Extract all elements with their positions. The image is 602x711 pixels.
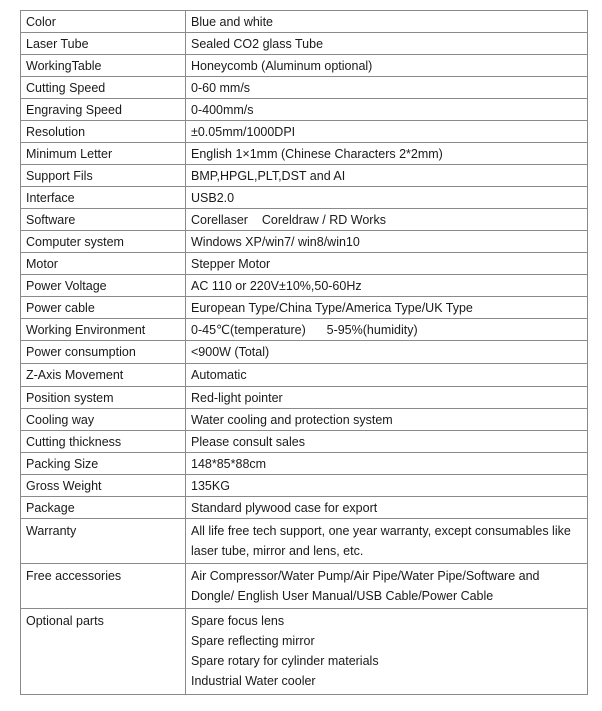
spec-value-engraving-speed: 0-400mm/s	[186, 99, 588, 121]
spec-label-minimum-letter: Minimum Letter	[21, 143, 186, 165]
spec-label-engraving-speed: Engraving Speed	[21, 99, 186, 121]
spec-value-laser-tube: Sealed CO2 glass Tube	[186, 33, 588, 55]
table-row	[21, 364, 588, 387]
spec-value-working-environment: 0-45℃(temperature) 5-95%(humidity)	[186, 319, 588, 341]
spec-label-working-table: WorkingTable	[21, 55, 186, 77]
spec-value-motor: Stepper Motor	[186, 253, 588, 275]
spec-label-motor: Motor	[21, 253, 186, 275]
table-row	[21, 55, 588, 77]
table-row	[21, 475, 588, 497]
table-row	[21, 253, 588, 275]
spec-value-power-cable: European Type/China Type/America Type/UK Type	[186, 297, 588, 319]
table-row	[21, 387, 588, 409]
spec-label-software: Software	[21, 209, 186, 231]
spec-value-working-table: Honeycomb (Aluminum optional)	[186, 55, 588, 77]
table-row	[21, 519, 588, 564]
optional-part-item: Industrial Water cooler	[191, 674, 316, 688]
table-row	[21, 187, 588, 209]
spec-value-gross-weight: 135KG	[186, 475, 588, 497]
spec-value-cutting-thickness: Please consult sales	[186, 431, 588, 453]
spec-value-interface: USB2.0	[186, 187, 588, 209]
spec-label-working-environment: Working Environment	[21, 319, 186, 341]
spec-label-package: Package	[21, 497, 186, 519]
spec-label-cutting-speed: Cutting Speed	[21, 77, 186, 99]
optional-part-item: Spare focus lens	[191, 614, 285, 628]
spec-value-warranty	[186, 519, 588, 564]
table-row	[21, 431, 588, 453]
table-row	[21, 99, 588, 121]
warranty-line: laser tube, mirror and lens, etc.	[191, 544, 364, 558]
optional-part-item: Spare reflecting mirror	[191, 634, 315, 648]
spec-label-packing-size: Packing Size	[21, 453, 186, 475]
table-row	[21, 143, 588, 165]
table-row	[21, 453, 588, 475]
spec-value-cutting-speed: 0-60 mm/s	[186, 77, 588, 99]
table-row	[21, 564, 588, 609]
spec-value-color: Blue and white	[186, 11, 588, 33]
spec-value-computer-system: Windows XP/win7/ win8/win10	[186, 231, 588, 253]
table-row	[21, 497, 588, 519]
spec-label-laser-tube: Laser Tube	[21, 33, 186, 55]
spec-label-position-system: Position system	[21, 387, 186, 409]
table-row	[21, 231, 588, 253]
spec-value-package: Standard plywood case for export	[186, 497, 588, 519]
spec-label-power-cable: Power cable	[21, 297, 186, 319]
spec-label-computer-system: Computer system	[21, 231, 186, 253]
table-row	[21, 275, 588, 297]
table-row	[21, 121, 588, 143]
optional-part-item: Spare rotary for cylinder materials	[191, 654, 379, 668]
spec-value-resolution: ±0.05mm/1000DPI	[186, 121, 588, 143]
spec-value-cooling-way: Water cooling and protection system	[186, 409, 588, 431]
spec-value-z-axis-movement: Automatic	[186, 364, 588, 387]
spec-label-power-voltage: Power Voltage	[21, 275, 186, 297]
spec-label-warranty: Warranty	[21, 519, 186, 564]
spec-value-power-consumption: <900W (Total)	[186, 341, 588, 364]
table-row	[21, 341, 588, 364]
free-accessories-line: Dongle/ English User Manual/USB Cable/Power Cable	[191, 589, 494, 603]
table-row	[21, 77, 588, 99]
spec-label-support-files: Support Fils	[21, 165, 186, 187]
spec-value-support-files: BMP,HPGL,PLT,DST and AI	[186, 165, 588, 187]
spec-label-cutting-thickness: Cutting thickness	[21, 431, 186, 453]
table-row	[21, 209, 588, 231]
spec-value-free-accessories	[186, 564, 588, 609]
spec-value-packing-size: 148*85*88cm	[186, 453, 588, 475]
spec-value-minimum-letter: English 1×1mm (Chinese Characters 2*2mm)	[186, 143, 588, 165]
spec-label-power-consumption: Power consumption	[21, 341, 186, 364]
spec-table	[20, 10, 588, 695]
table-row	[21, 319, 588, 341]
table-row	[21, 11, 588, 33]
spec-label-gross-weight: Gross Weight	[21, 475, 186, 497]
spec-value-power-voltage: AC 110 or 220V±10%,50-60Hz	[186, 275, 588, 297]
spec-label-free-accessories: Free accessories	[21, 564, 186, 609]
table-row	[21, 297, 588, 319]
spec-label-color: Color	[21, 11, 186, 33]
spec-label-interface: Interface	[21, 187, 186, 209]
spec-value-optional-parts	[186, 609, 588, 695]
table-row	[21, 165, 588, 187]
free-accessories-line: Air Compressor/Water Pump/Air Pipe/Water Pipe/Software and	[191, 569, 540, 583]
spec-value-software: Corellaser Coreldraw / RD Works	[186, 209, 588, 231]
table-row	[21, 609, 588, 695]
table-row	[21, 409, 588, 431]
spec-label-cooling-way: Cooling way	[21, 409, 186, 431]
spec-value-position-system: Red-light pointer	[186, 387, 588, 409]
spec-label-z-axis-movement: Z-Axis Movement	[21, 364, 186, 387]
warranty-line: All life free tech support, one year warranty, except consumables like	[191, 524, 571, 538]
spec-label-optional-parts: Optional parts	[21, 609, 186, 695]
spec-label-resolution: Resolution	[21, 121, 186, 143]
table-row	[21, 33, 588, 55]
